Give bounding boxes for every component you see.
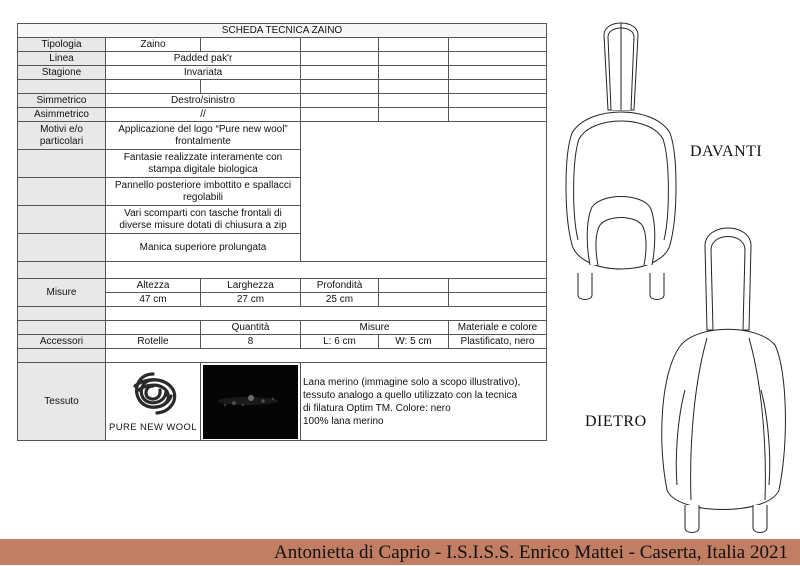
backpack-back-drawing xyxy=(655,220,790,538)
back-view-label: DIETRO xyxy=(585,413,647,430)
sheet-title: SCHEDA TECNICA ZAINO xyxy=(18,24,547,38)
stagione-label: Stagione xyxy=(18,66,106,80)
motivi-item: Manica superiore prolungata xyxy=(106,234,301,262)
misure-header: Larghezza xyxy=(201,279,301,293)
motivi-label: Motivi e/o particolari xyxy=(18,122,106,150)
accessori-misure-header: Misure xyxy=(301,321,449,335)
accessori-misura-w: W: 5 cm xyxy=(379,335,449,349)
wool-ball-icon xyxy=(127,370,179,416)
accessori-materiale-header: Materiale e colore xyxy=(449,321,547,335)
linea-label: Linea xyxy=(18,52,106,66)
motivi-item: Vari scomparti con tasche frontali di diverse misure dotati di chiusura a zip xyxy=(106,206,301,234)
accessori-misura-l: L: 6 cm xyxy=(301,335,379,349)
tipologia-value: Zaino xyxy=(106,38,201,52)
simmetrico-value: Destro/sinistro xyxy=(106,94,301,108)
misure-value: 47 cm xyxy=(106,293,201,307)
wool-logo xyxy=(106,363,201,441)
fabric-description xyxy=(301,363,547,441)
fabric-description-line: Lana merino (immagine solo a scopo illustrativo), xyxy=(303,376,521,388)
accessori-quantita-header: Quantità xyxy=(201,321,301,335)
misure-value: 25 cm xyxy=(301,293,379,307)
motivi-item: Fantasie realizzate interamente con stampa digitale biologica xyxy=(106,150,301,178)
misure-header: Altezza xyxy=(106,279,201,293)
fabric-description-line: di filatura Optim TM. Colore: nero xyxy=(303,402,451,414)
accessori-label: Accessori xyxy=(18,335,106,349)
simmetrico-label: Simmetrico xyxy=(18,94,106,108)
fabric-photo xyxy=(201,363,301,441)
fabric-description-line: tessuto analogo a quello utilizzato con la tecnica xyxy=(303,389,518,401)
merino-fabric-image xyxy=(203,365,298,439)
motivi-item: Pannello posteriore imbottito e spallacci regolabili xyxy=(106,178,301,206)
wool-logo-text: PURE NEW WOOL xyxy=(108,421,198,433)
accessori-quantita: 8 xyxy=(201,335,301,349)
motivi-item: Applicazione del logo “Pure new wool” frontalmente xyxy=(106,122,301,150)
tessuto-label: Tessuto xyxy=(18,363,106,441)
front-view-label: DAVANTI xyxy=(690,143,763,160)
asimmetrico-value: // xyxy=(106,108,301,122)
technical-sheet-table xyxy=(17,23,547,441)
misure-value: 27 cm xyxy=(201,293,301,307)
misure-label: Misure xyxy=(18,279,106,307)
tipologia-label: Tipologia xyxy=(18,38,106,52)
asimmetrico-label: Asimmetrico xyxy=(18,108,106,122)
accessori-item: Rotelle xyxy=(106,335,201,349)
linea-value: Padded pak'r xyxy=(106,52,301,66)
accessori-materiale: Plastificato, nero xyxy=(449,335,547,349)
stagione-value: Invariata xyxy=(106,66,301,80)
misure-header: Profondità xyxy=(301,279,379,293)
footer-credit: Antonietta di Caprio - I.S.I.S.S. Enrico Mattei - Caserta, Italia 2021 xyxy=(0,539,800,565)
fabric-description-line: 100% lana merino xyxy=(303,415,384,427)
